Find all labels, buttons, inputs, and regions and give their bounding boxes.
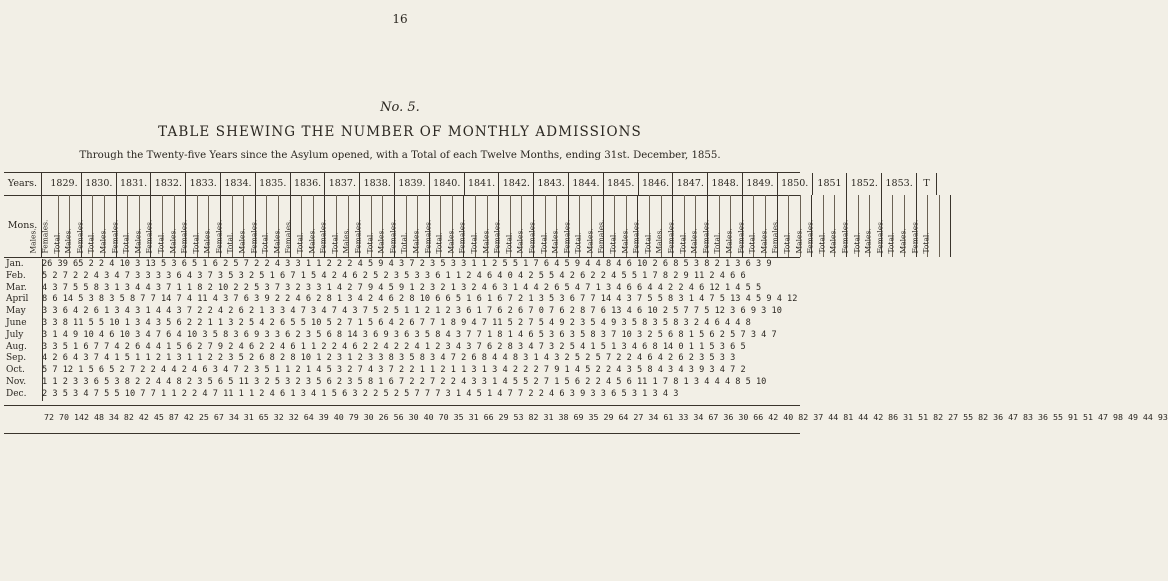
year-header: 1831. — [117, 173, 152, 195]
year-header: 1835. — [256, 173, 291, 195]
sex-subheader-label: Males. — [202, 228, 212, 254]
month-label: July — [6, 329, 24, 340]
sex-subheader-label: Males. — [168, 228, 178, 254]
month-label: Mar. — [6, 282, 27, 293]
totals-values: 72 70 142 48 34 82 42 45 87 42 25 67 34 31 65 32 32 64 39 40 79 30 26 56 30 40 70 35 31 66 29 53 82 31 38 69 35 29 64 27 34 61 33 34 67 36 30 66 42 40 82 37 44 81 44 42 86 31 51 82 27 55 82 36 47 83 36 55 91 51 47 98 49 44 93 — [44, 412, 1168, 422]
sex-subheader-label: Females. — [318, 219, 328, 254]
sex-subheader-label: Females. — [179, 219, 189, 254]
year-header: 1841. — [465, 173, 500, 195]
sex-subheader-label: Total. — [608, 232, 618, 254]
sex-subheader-label: Males. — [654, 228, 664, 254]
year-header: 1832. — [151, 173, 186, 195]
month-label: April — [6, 294, 29, 305]
sex-subheader — [921, 195, 952, 257]
year-header: 1845. — [604, 173, 639, 195]
month-row: 26 39 65 2 2 4 10 3 13 5 3 6 5 1 6 2 5 7 2 2 4 3 3 1 1 2 2 2 4 5 9 4 3 7 2 3 5 3 3 1 1 2 5 5 1 7 6 4 5 9 4 4 8 4 6 10 2 6 8 5 3 8 2 1 3 6 3 9 — [42, 259, 772, 269]
sex-subheader-label: Males. — [794, 228, 804, 254]
month-row: 2 3 5 3 4 7 5 5 10 7 7 1 1 2 2 4 7 11 1 1 2 4 6 1 3 4 1 5 6 3 2 2 5 2 5 7 7 7 3 1 4 5 1 4 7 7 2 2 4 6 3 9 3 3 6 5 3 1 3 4 3 — [42, 388, 679, 399]
sex-subheader-label: Total. — [295, 232, 305, 254]
sex-subheader-label: Females. — [527, 219, 537, 254]
sex-subheader-label: Females. — [875, 219, 885, 254]
sex-subheader-label: Total. — [573, 232, 583, 254]
sex-subheader-label: Females. — [457, 219, 467, 254]
sex-subheader-label: Females. — [110, 219, 120, 254]
year-header: 1846. — [639, 173, 674, 195]
year-header: 1829. — [47, 173, 82, 195]
sex-subheader-label: Total. — [156, 232, 166, 254]
month-label: Sep. — [6, 353, 27, 364]
sex-subheader-label: Females. — [214, 219, 224, 254]
sex-subheader-label: Males. — [620, 228, 630, 254]
years-header-row — [4, 173, 930, 196]
sex-subheader-label: Females. — [840, 219, 850, 254]
totals-row — [4, 405, 1168, 428]
year-header: 1853. — [882, 173, 917, 195]
month-label: May — [6, 306, 26, 317]
sex-subheader-label: Total. — [434, 232, 444, 254]
years-label: Years. — [4, 173, 42, 195]
year-header: 1836. — [291, 173, 326, 195]
page-number: 16 — [392, 12, 408, 26]
sex-subheader-label: Females. — [144, 219, 154, 254]
year-header: 1843. — [534, 173, 569, 195]
table-subtitle: Through the Twenty-five Years since the Asylum opened, with a Total of each Twelve Months, ending 31st. December, 1855. — [79, 150, 721, 161]
month-row: 5 2 7 2 2 4 3 4 7 3 3 3 3 6 4 3 7 3 5 3 2 5 1 6 7 1 5 4 2 4 6 2 5 2 3 5 3 3 6 1 1 2 4 6 4 0 4 2 5 5 4 2 6 2 2 4 5 5 1 7 8 2 9 11 2 4 6 6 — [42, 270, 746, 281]
sex-subheader-label: Females. — [40, 219, 50, 254]
year-header: 1851 — [813, 173, 848, 195]
month-label: June — [6, 317, 27, 328]
year-header: 1844. — [569, 173, 604, 195]
sex-subheader-label: Males. — [515, 228, 525, 254]
sex-subheader-label: Males. — [585, 228, 595, 254]
monthly-data — [42, 259, 800, 401]
sex-subheader-label: Females. — [492, 219, 502, 254]
sex-subheader-label: Total. — [712, 232, 722, 254]
table-body — [4, 259, 800, 401]
sex-subheader-label: Females. — [423, 219, 433, 254]
year-header: 1839. — [395, 173, 430, 195]
year-header: 1838. — [360, 173, 395, 195]
month-row: 3 1 4 9 10 4 6 10 3 4 7 6 4 10 3 5 8 3 6 9 3 3 6 2 3 5 6 8 14 3 6 9 3 6 3 5 8 4 3 7 7 1 8 1 4 6 5 3 6 3 5 8 3 7 10 3 2 5 6 8 1 5 6 2 5 7 3 4 7 — [42, 329, 777, 340]
month-label: Oct. — [6, 365, 25, 376]
year-header: 1837. — [325, 173, 360, 195]
sex-subheader-label: Males. — [724, 228, 734, 254]
sex-subheader-label: Males. — [237, 228, 247, 254]
sex-subheader-label: Total. — [678, 232, 688, 254]
sex-subheader-label: Females. — [596, 219, 606, 254]
admissions-table — [4, 172, 1168, 434]
sex-subheader-label: Total. — [469, 232, 479, 254]
sex-subheader-label: Total. — [52, 232, 62, 254]
sex-subheader-label: Males. — [133, 228, 143, 254]
table-number: No. 5. — [380, 100, 420, 115]
sex-subheader-label: Males. — [98, 228, 108, 254]
sex-subheader-label: Males. — [481, 228, 491, 254]
sex-subheader-label: Males. — [898, 228, 908, 254]
sex-subheader-label: Females. — [388, 219, 398, 254]
sex-subheader-label: Total. — [817, 232, 827, 254]
sex-subheader-label: Total. — [886, 232, 896, 254]
year-header: 1834. — [221, 173, 256, 195]
sex-subheader-label: Males. — [863, 228, 873, 254]
month-row: 4 3 7 5 5 8 3 1 3 4 4 3 7 1 1 8 2 10 2 2 5 3 7 3 2 3 3 1 4 2 7 9 4 5 9 1 2 3 2 1 3 2 4 6 3 1 4 4 2 6 5 4 7 1 3 4 6 6 4 4 2 2 4 6 12 1 4 5 5 — [42, 282, 762, 293]
sex-subheader-label: Males. — [376, 228, 386, 254]
year-header: 1840. — [430, 173, 465, 195]
sex-subheader-label: Females. — [666, 219, 676, 254]
sex-subheader-label: Males. — [550, 228, 560, 254]
month-label: Jan. — [6, 259, 24, 269]
year-header: 1850. — [778, 173, 813, 195]
year-header: 1842. — [499, 173, 534, 195]
year-header: 1848. — [708, 173, 743, 195]
sex-subheader-label: Males. — [28, 228, 38, 254]
year-header: 1849. — [743, 173, 778, 195]
sex-subheader-label: Total. — [643, 232, 653, 254]
sex-subheader-label: Total. — [747, 232, 757, 254]
sex-subheader-label: Females. — [75, 219, 85, 254]
sex-subheader-label: Females. — [353, 219, 363, 254]
year-header: 1847. — [673, 173, 708, 195]
sex-subheader-label: Females. — [736, 219, 746, 254]
sex-subheader-label: Total. — [121, 232, 131, 254]
month-label: Dec. — [6, 388, 27, 399]
month-label: Nov. — [6, 376, 27, 387]
year-header: 1830. — [82, 173, 117, 195]
sex-header-row — [4, 195, 931, 258]
month-row: 3 3 6 4 2 6 1 3 4 3 1 4 4 3 7 2 2 4 2 6 2 1 3 3 4 7 3 4 7 4 3 7 5 2 5 1 1 2 1 2 3 6 1 7 6 2 6 7 0 7 6 2 8 7 6 13 4 6 10 2 5 7 7 5 12 3 6 9 3 10 — [42, 306, 782, 317]
sex-subheader-label: Females. — [249, 219, 259, 254]
month-label: Aug. — [6, 341, 27, 352]
sex-subheader-label: Total. — [260, 232, 270, 254]
sex-subheader-label: Males. — [689, 228, 699, 254]
sex-subheader-label: Females. — [701, 219, 711, 254]
sex-subheader-label: Females. — [562, 219, 572, 254]
sex-subheader-label: Total. — [399, 232, 409, 254]
sex-subheader-label: Total. — [225, 232, 235, 254]
sex-subheader-label: Males. — [828, 228, 838, 254]
sex-subheader-label: Females. — [283, 219, 293, 254]
sex-subheader-label: Females. — [770, 219, 780, 254]
sex-subheader-label: Females. — [910, 219, 920, 254]
sex-subheader-label: Females. — [805, 219, 815, 254]
sex-subheader-label: Total. — [365, 232, 375, 254]
sex-subheader-label: Females. — [631, 219, 641, 254]
month-row: 4 2 6 4 3 7 4 1 5 1 1 2 1 3 1 1 2 2 3 5 2 6 8 2 8 10 1 2 3 1 2 3 3 8 3 5 8 3 4 7 2 6 8 4 4 8 3 1 4 3 2 5 2 5 7 2 2 4 6 4 2 6 2 3 5 3 3 — [42, 353, 736, 364]
month-row: 1 1 2 3 3 6 5 3 8 2 2 4 4 8 2 3 5 6 5 11 3 2 5 3 2 3 5 6 2 3 5 8 1 6 7 2 2 7 2 2 4 3 3 1 4 5 5 2 7 1 5 6 2 2 4 5 6 11 1 7 8 1 3 4 4 4 8 5 10 — [42, 376, 767, 387]
month-row: 8 6 14 5 3 8 3 5 8 7 7 14 7 4 11 4 3 7 6 3 9 2 2 4 6 2 8 1 3 4 2 4 6 2 8 10 6 6 5 1 6 1 6 7 2 1 3 5 3 6 7 7 14 4 3 7 5 5 8 3 1 4 7 5 13 4 5 9 4 12 — [42, 294, 798, 305]
year-header: T — [917, 173, 937, 195]
year-header: 1852. — [847, 173, 882, 195]
sex-subheader-label: Total. — [504, 232, 514, 254]
mons-label: Mons. — [4, 195, 42, 257]
sex-subheader-label: Males. — [307, 228, 317, 254]
sex-subheader-label: Males. — [272, 228, 282, 254]
sex-subheader-label: Total. — [191, 232, 201, 254]
table-title: TABLE SHEWING THE NUMBER OF MONTHLY ADMISSIONS — [158, 124, 642, 140]
sex-subheader-label: Males. — [759, 228, 769, 254]
sex-subheader-label: Males. — [411, 228, 421, 254]
sex-subheader-label: Total. — [921, 232, 931, 254]
sex-subheader-label: Total. — [330, 232, 340, 254]
sex-subheader-label: Males. — [446, 228, 456, 254]
month-column — [4, 259, 43, 401]
sex-subheader-label: Males. — [341, 228, 351, 254]
sex-subheader-label: Total. — [86, 232, 96, 254]
month-label: Feb. — [6, 270, 26, 281]
month-row: 5 7 12 1 5 6 5 2 7 2 2 4 4 2 4 6 3 4 7 2 3 5 1 1 2 1 4 5 3 2 7 4 3 7 2 2 1 1 2 1 1 3 1 3 4 2 2 2 7 9 1 4 5 2 2 4 3 5 8 4 3 4 3 9 3 4 7 2 — [42, 365, 746, 376]
month-row: 3 3 5 1 6 7 7 4 2 6 4 4 1 5 6 2 7 9 2 4 6 2 2 4 6 1 1 2 2 4 6 2 2 4 2 2 4 1 2 3 4 3 7 6 2 8 3 4 7 3 2 5 4 1 5 1 3 4 6 8 14 0 1 1 5 3 6 5 — [42, 341, 746, 352]
month-row: 3 3 8 11 5 5 10 1 3 4 3 5 6 2 2 1 1 3 2 5 4 2 6 5 5 10 5 2 7 1 5 6 4 2 6 7 7 1 8 9 4 7 11 5 2 7 5 4 9 2 3 5 4 9 3 5 8 3 5 8 3 2 4 6 4 4 8 — [42, 317, 751, 328]
sex-subheader-label: Total. — [852, 232, 862, 254]
sex-subheader-label: Total. — [539, 232, 549, 254]
sex-subheader-label: Males. — [63, 228, 73, 254]
year-header: 1833. — [186, 173, 221, 195]
sex-subheader-label: Total. — [782, 232, 792, 254]
